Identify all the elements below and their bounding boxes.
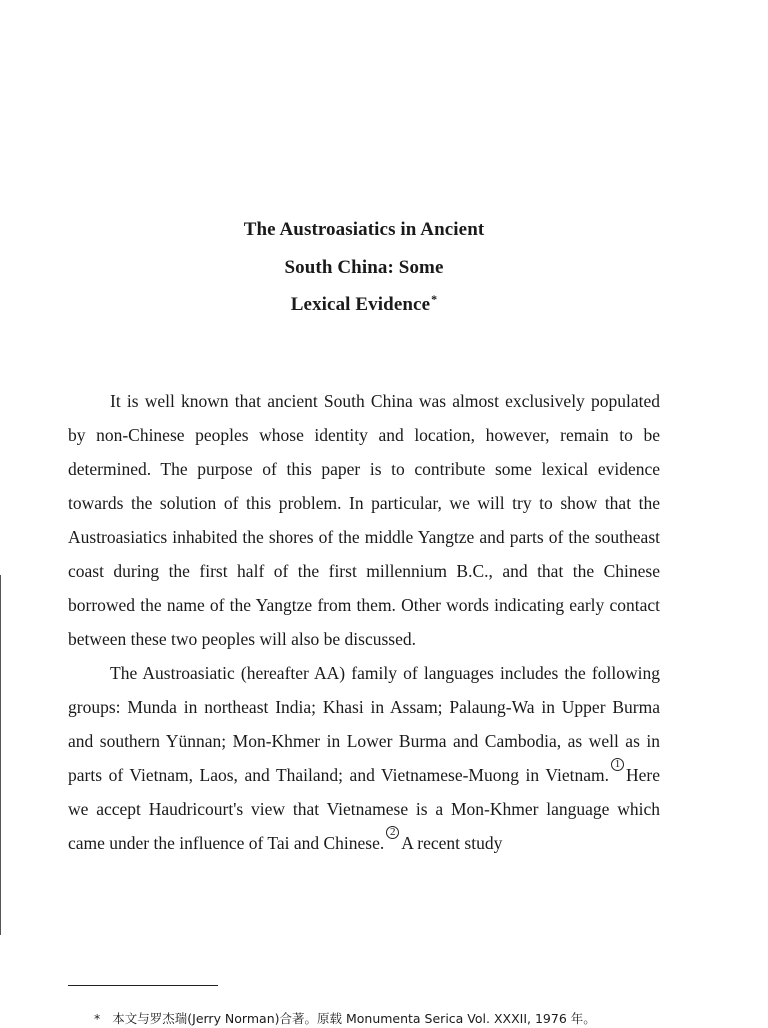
- endnote-marker-1: 1: [611, 758, 624, 771]
- title-line-1: The Austroasiatics in Ancient: [243, 219, 485, 240]
- footnote: [94, 1010, 714, 1028]
- footnote-marker: *: [94, 1011, 101, 1026]
- scan-edge-line: [0, 575, 1, 935]
- title-line-3-text: Lexical Evidence: [290, 294, 431, 315]
- title-line-3: [0, 286, 728, 324]
- footnote-text: 本文与罗杰瑞(Jerry Norman)合著。原载 Monumenta Serica Vol. XXXII, 1976 年。: [112, 1011, 596, 1026]
- paragraph-2-part-b: Here we accept Haudricourt's view that Vietnamese is a Mon-Khmer language which came under the influence of Tai and Chinese.: [68, 765, 660, 853]
- paragraph-2-part-a: The Austroasiatic (hereafter AA) family of languages includes the following groups: Munda in northeast India; Khasi in Assam; Palaung-Wa in Upper Burma and southern Yünnan; Mon-Khmer in Lower Burma and Cambodia, as well as in parts of Vietnam, Laos, and Thailand; and Vietnamese-Muong in Vietnam.: [68, 663, 660, 785]
- title-footnote-marker: *: [431, 291, 438, 306]
- paper-title: [0, 211, 728, 324]
- paragraph-2-part-c: A recent study: [401, 833, 503, 853]
- endnote-marker-2: 2: [386, 826, 399, 839]
- footnote-divider: [68, 985, 218, 986]
- paragraph-1: It is well known that ancient South China was almost exclusively populated by non-Chinese peoples whose identity and location, however, remain to be determined. The purpose of this paper is to contribute some lexical evidence towards the solution of this problem. In particular, we will try to show that the Austroasiatics inhabited the shores of the middle Yangtze and parts of the southeast coast during the first half of the first millennium B.C., and that the Chinese borrowed the name of the Yangtze from them. Other words indicating early contact between these two peoples will also be discussed.: [68, 391, 660, 649]
- body-text: [68, 384, 660, 860]
- paragraph-2: [68, 656, 660, 860]
- title-line-2: South China: Some: [284, 256, 444, 278]
